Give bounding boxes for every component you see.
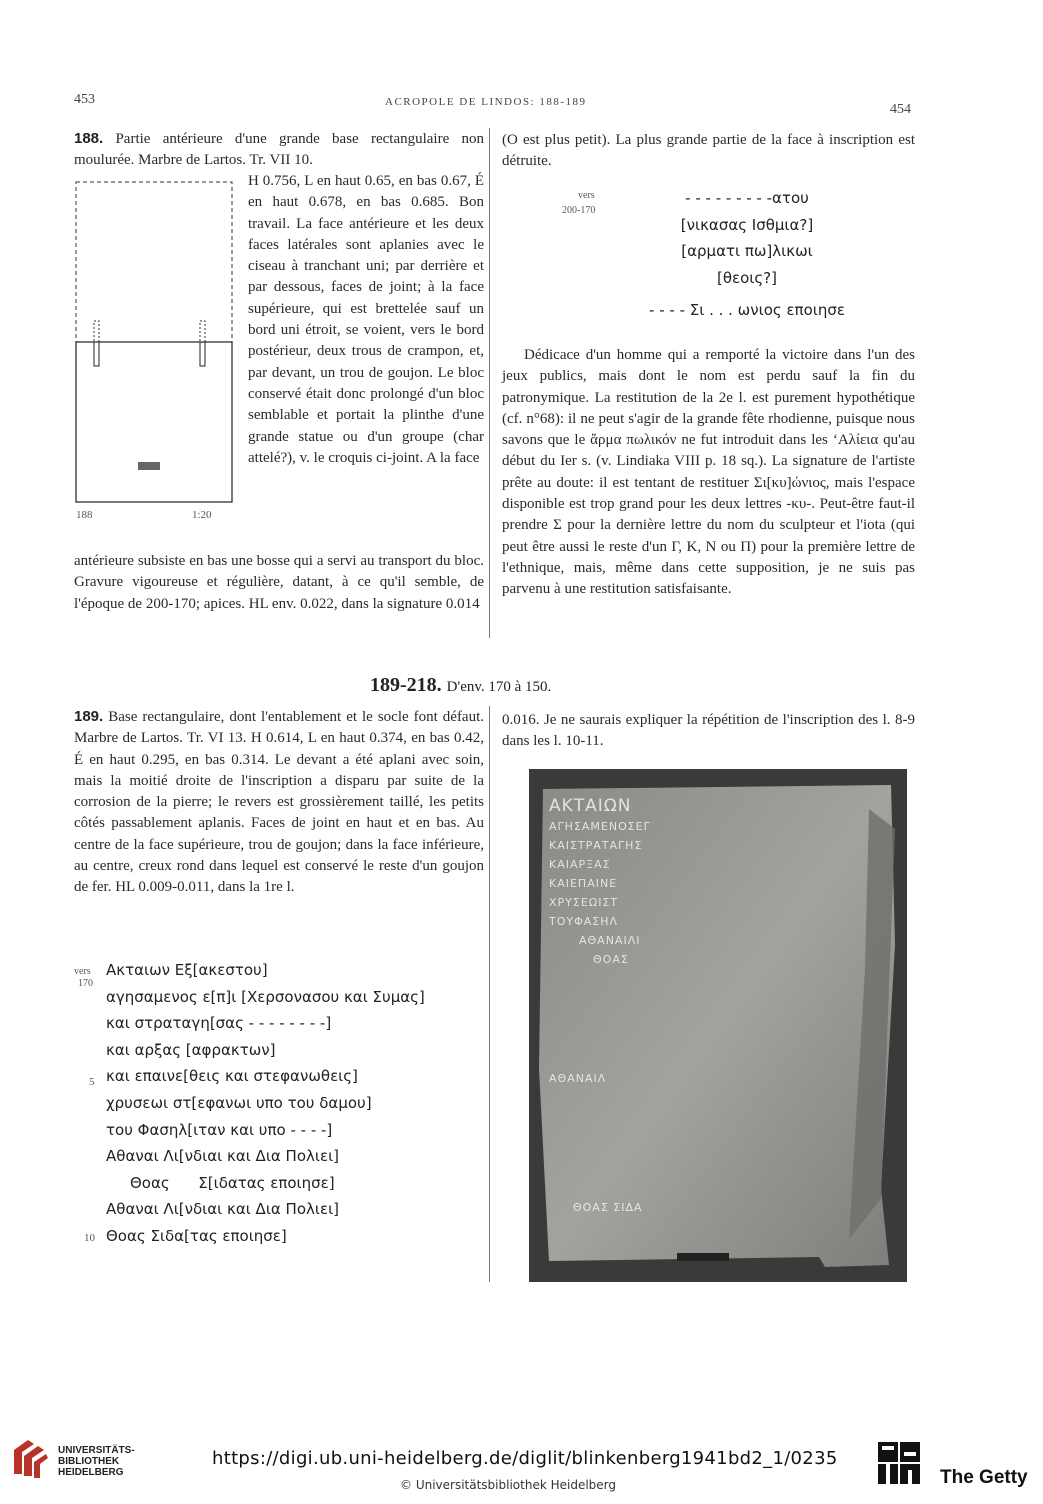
stone-letter-line: ΑΘΑΝΑΙΛΙ: [579, 934, 641, 947]
section-heading: [370, 674, 551, 697]
column-rule-bottom: [489, 706, 490, 1282]
inscription-line: - - - - Σι . . . ωνιος εποιησε: [649, 301, 845, 320]
column-rule-top: [489, 128, 490, 638]
inscription-line: Θοας Σιδα[τας εποιησε]: [106, 1226, 287, 1245]
getty-logo-icon: [876, 1440, 924, 1486]
entry-188-text3: antérieure subsiste en bas une bosse qui a servi au transport du bloc. Gravure vigoureuse et régulière, datant, à ce qu'il semble, de l'époque de 200-170; apices. HL env. 0.022, dans la signature 0.014: [74, 553, 484, 612]
entry-188-intro: [74, 128, 484, 172]
entry-189-note-text: 0.016. Je ne saurais expliquer la répétition de l'inscription des l. 8-9 dans les l. 10-11.: [502, 712, 915, 750]
stone-letter-line: ΑΓΗΣΑΜΕΝΟΣΕΓ: [549, 820, 651, 833]
getty-wordmark: The Getty: [940, 1467, 1028, 1488]
stone-letter-line: ΚΑΙΑΡΞΑΣ: [549, 858, 611, 871]
inscription-line: [νικασας Ισθμια?]: [680, 215, 814, 234]
date-label-188: vers: [578, 190, 595, 201]
running-head: ACROPOLE DE LINDOS: 188-189: [385, 96, 587, 108]
inscription-line: [αρματι πω]λικωι: [681, 242, 813, 261]
inscription-line: Ακταιων Εξ[ακεστου]: [106, 961, 268, 979]
page-number-right: 454: [890, 102, 911, 117]
library-line: HEIDELBERG: [58, 1467, 124, 1478]
commentary-text: Dédicace d'un homme qui a remporté la victoire dans l'un des jeux publics, mais dont le nom est perdu sauf la fin du patronymique. La restitution de la 2e l. est purement hypothétique (cf. n°68): il ne peut s'agir de la grande fête rhodienne, puisque nous savons que le ἅρμα πωλικόν ne fut introduit dans les ʻΑλίεια qu'au début du Ier s. (v. Lindiaka VIII p. 18 sq.). La signature de l'artiste prête au doute: il est tentant de restituer Σι[κυ]ώνιος, mais l'espace disponible est trop grand pour les deux lettres -κυ-. Peut-être faut-il prendre Σ pour la dernière lettre du nom du sculpteur et l'iota (qui peut être aussi le reste d'un Γ, Κ, Ν ou Π) pour la première lettre de l'ethnique, mais, même dans cette supposition, je ne suis pas parvenu à une restitution satisfaisante.: [502, 347, 915, 598]
inscription-line: Αθαναι Λι[νδιαι και Δια Πολιει]: [106, 1147, 339, 1166]
stone-letter-line: ΑΘΑΝΑΙΛ: [549, 1072, 607, 1085]
library-name: [58, 1445, 135, 1478]
entry-188-text1: Partie antérieure d'une grande base rectangulaire non moulurée. Marbre de Lartos. Tr. VII 10.: [74, 131, 484, 169]
inscription-line: χρυσεωι στ[εφανωι υπο του δαμου]: [106, 1093, 372, 1112]
source-url-link[interactable]: https://digi.ub.uni-heidelberg.de/diglit/blinkenberg1941bd2_1/0235: [212, 1448, 838, 1469]
sketch-label-number: 188: [76, 509, 93, 521]
entry-188-right-text: (O est plus petit). La plus grande partie de la face à inscription est détruite.: [502, 132, 915, 170]
entry-188-continuation: [74, 551, 484, 615]
stone-letter-line: ΘΟΑΣ ΣΙΔΑ: [573, 1201, 643, 1214]
section-subtitle: D'env. 170 à 150.: [446, 679, 552, 695]
stone-letter-line: ΚΑΙΕΠΑΙΝΕ: [549, 877, 618, 890]
line-number-10: 10: [84, 1232, 95, 1244]
library-line: UNIVERSITÄTS-: [58, 1445, 135, 1456]
date-value-189: 170: [78, 978, 93, 989]
inscription-line: και επαινε[θεις και στεφανωθεις]: [106, 1067, 358, 1086]
stone-letter-line: ΑΚΤΑΙΩΝ: [549, 796, 632, 816]
entry-188-commentary: [502, 345, 915, 601]
entry-188-measurements: [248, 171, 484, 469]
entry-188-number: 188.: [74, 130, 104, 147]
page-number-left: 453: [74, 92, 95, 107]
stone-photograph: [529, 769, 907, 1282]
heidelberg-library-logo-icon: [8, 1436, 52, 1480]
inscription-line: [θεοις?]: [716, 268, 777, 287]
stone-letter-line: ΚΑΙΣΤΡΑΤΑΓΗΣ: [549, 839, 643, 852]
inscription-line: του Φασηλ[ιταν και υπο - - - -]: [106, 1120, 333, 1139]
sketch-label-scale: 1:20: [192, 509, 212, 521]
entry-188-text2: H 0.756, L en haut 0.65, en bas 0.67, É en haut 0.678, en bas 0.685. Bon travail. La face antérieure et les deux faces latérales sont aplanies avec le ciseau à tranchant uni; par derrière et par dessous, faces de joint; à la face supérieure, qui est brettelée sauf un bord uni étroit, se voient, vers le bord postérieur, deux trous de crampon, et, par devant, un trou de goujon. Le bloc conservé était donc prolongé d'un bloc semblable et portait la plinthe d'une grande statue ou d'un groupe (char attelé?), v. le croquis ci-joint. A la face: [248, 173, 484, 466]
stone-letter-line: ΤΟΥΦΑΣΗΛ: [549, 915, 619, 928]
entry-189-text: Base rectangulaire, dont l'entablement et le socle font défaut. Marbre de Lartos. Tr. VI 13. H 0.614, L en haut 0.374, en bas 0.42, É en haut 0.295, en bas 0.314. Le devant a été aplani avec soin, mais la moitié droite de l'inscription a disparu par suite de la corrosion de la pierre; le revers est grossièrement taillé, les petits côtés passablement aplanis. Faces de joint en haut et en bas. Au centre de la face supérieure, trou de goujon; dans la face inférieure, au centre, creux rond dans lequel est conservé le reste d'un goujon de fer. HL 0.009-0.011, dans la 1re l.: [74, 709, 485, 896]
inscription-line: Αθαναι Λι[νδιαι και Δια Πολιει]: [106, 1200, 339, 1219]
line-number-5: 5: [89, 1076, 95, 1088]
inscription-188: [602, 185, 892, 324]
inscription-line: αγησαμενος ε[π]ι [Χερσονασου και Συμας]: [106, 987, 425, 1006]
stone-letter-line: ΘΟΑΣ: [593, 953, 629, 966]
library-line: BIBLIOTHEK: [58, 1456, 120, 1467]
entry-189-note: [502, 710, 915, 753]
inscription-line: και αρξας [αφρακτων]: [106, 1040, 276, 1059]
section-title: 189-218.: [370, 674, 442, 696]
entry-188-right-intro: [502, 130, 915, 173]
entry-189-description: [74, 706, 484, 899]
inscription-line: Θοας Σ[ιδατας εποιησε]: [130, 1173, 335, 1192]
stone-letters: [549, 795, 651, 1217]
inscription-line: - - - - - - - - -ατου: [685, 189, 809, 207]
stone-letter-line: ΧΡΥΣΕΩΙΣΤ: [549, 896, 619, 909]
copyright-notice: © Universitätsbibliothek Heidelberg: [400, 1478, 617, 1492]
block-sketch: [70, 176, 250, 526]
inscription-189: [106, 957, 486, 1250]
entry-189-number: 189.: [74, 708, 104, 725]
date-value-188: 200-170: [562, 205, 596, 216]
date-label-189: vers: [74, 966, 91, 977]
inscription-line: και στραταγη[σας - - - - - - - -]: [106, 1014, 332, 1033]
